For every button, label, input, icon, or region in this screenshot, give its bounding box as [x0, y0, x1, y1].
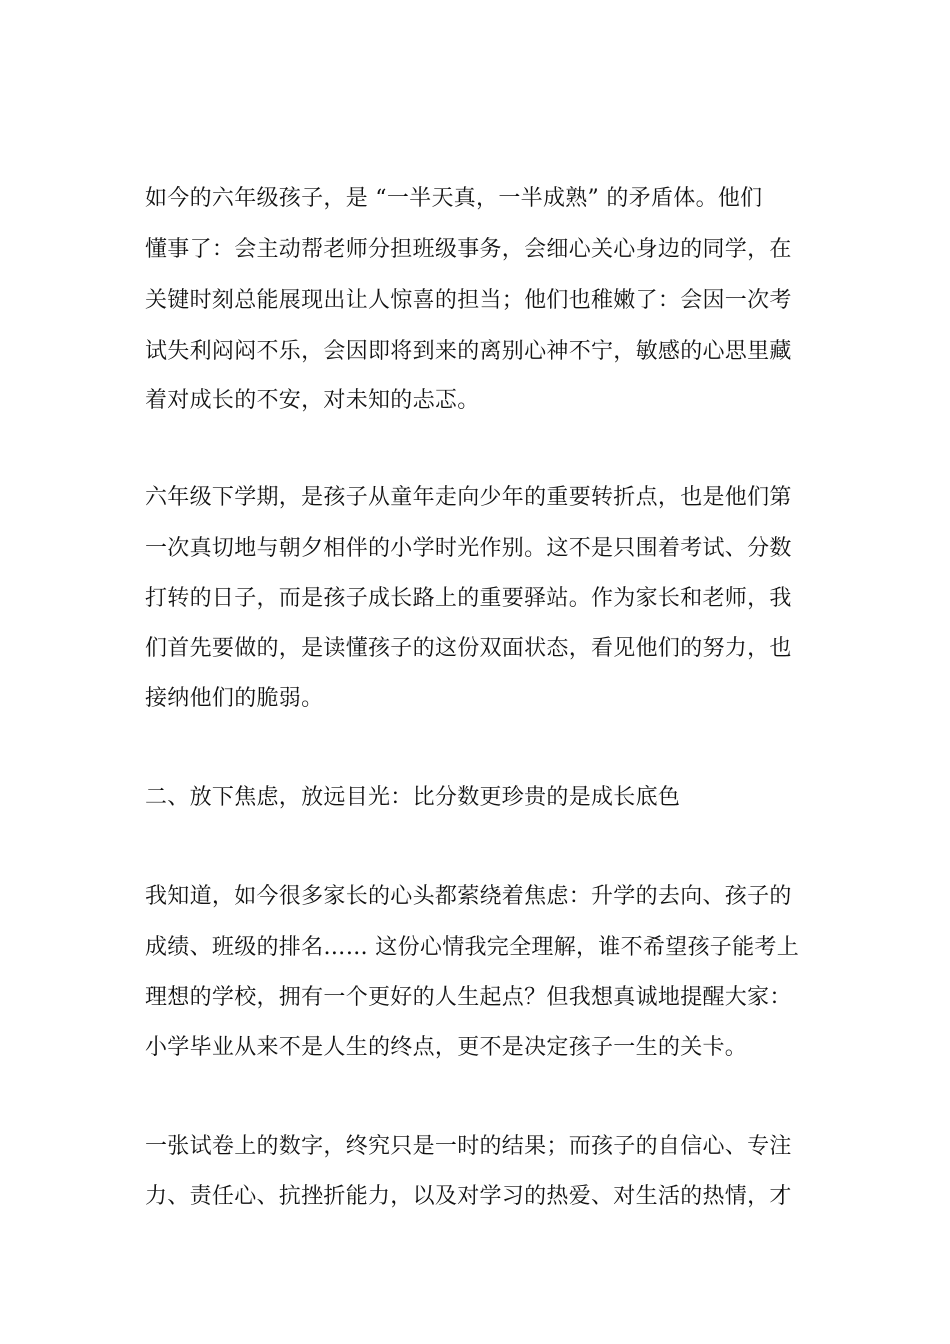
text-line: 接纳他们的脆弱。: [145, 686, 324, 711]
text-line: 们首先要做的，是读懂孩子的这份双面状态，看见他们的努力，也: [145, 636, 792, 661]
section-heading-text: 二、放下焦虑，放远目光：比分数更珍贵的是成长底色: [145, 785, 681, 810]
text-line: 六年级下学期，是孩子从童年走向少年的重要转折点，也是他们第: [145, 485, 792, 510]
text-line: 着对成长的不安，对未知的忐忑。: [145, 388, 480, 413]
text-line: 我知道，如今很多家长的心头都萦绕着焦虑：升学的去向、孩子的: [145, 884, 792, 909]
text-line: 试失利闷闷不乐，会因即将到来的离别心神不宁，敏感的心思里藏: [145, 339, 792, 364]
text-line: 一张试卷上的数字，终究只是一时的结果；而孩子的自信心、专注: [145, 1134, 792, 1159]
text-line: 理想的学校，拥有一个更好的人生起点？但我想真诚地提醒大家：: [145, 985, 792, 1010]
text-line: 关键时刻总能展现出让人惊喜的担当；他们也稚嫩了：会因一次考: [145, 288, 792, 313]
text-line: 如今的六年级孩子，是 “一半天真，一半成熟” 的矛盾体。他们: [145, 186, 763, 211]
text-line: 成绩、班级的排名…… 这份心情我完全理解，谁不希望孩子能考上: [145, 935, 799, 960]
text-line: 懂事了：会主动帮老师分担班级事务，会细心关心身边的同学，在: [145, 237, 792, 262]
text-line: 一次真切地与朝夕相伴的小学时光作别。这不是只围着考试、分数: [145, 536, 792, 561]
text-line: 小学毕业从来不是人生的终点，更不是决定孩子一生的关卡。: [145, 1035, 748, 1060]
text-line: 力、责任心、抗挫折能力，以及对学习的热爱、对生活的热情，才: [145, 1184, 792, 1209]
text-line: 打转的日子，而是孩子成长路上的重要驿站。作为家长和老师，我: [145, 586, 792, 611]
